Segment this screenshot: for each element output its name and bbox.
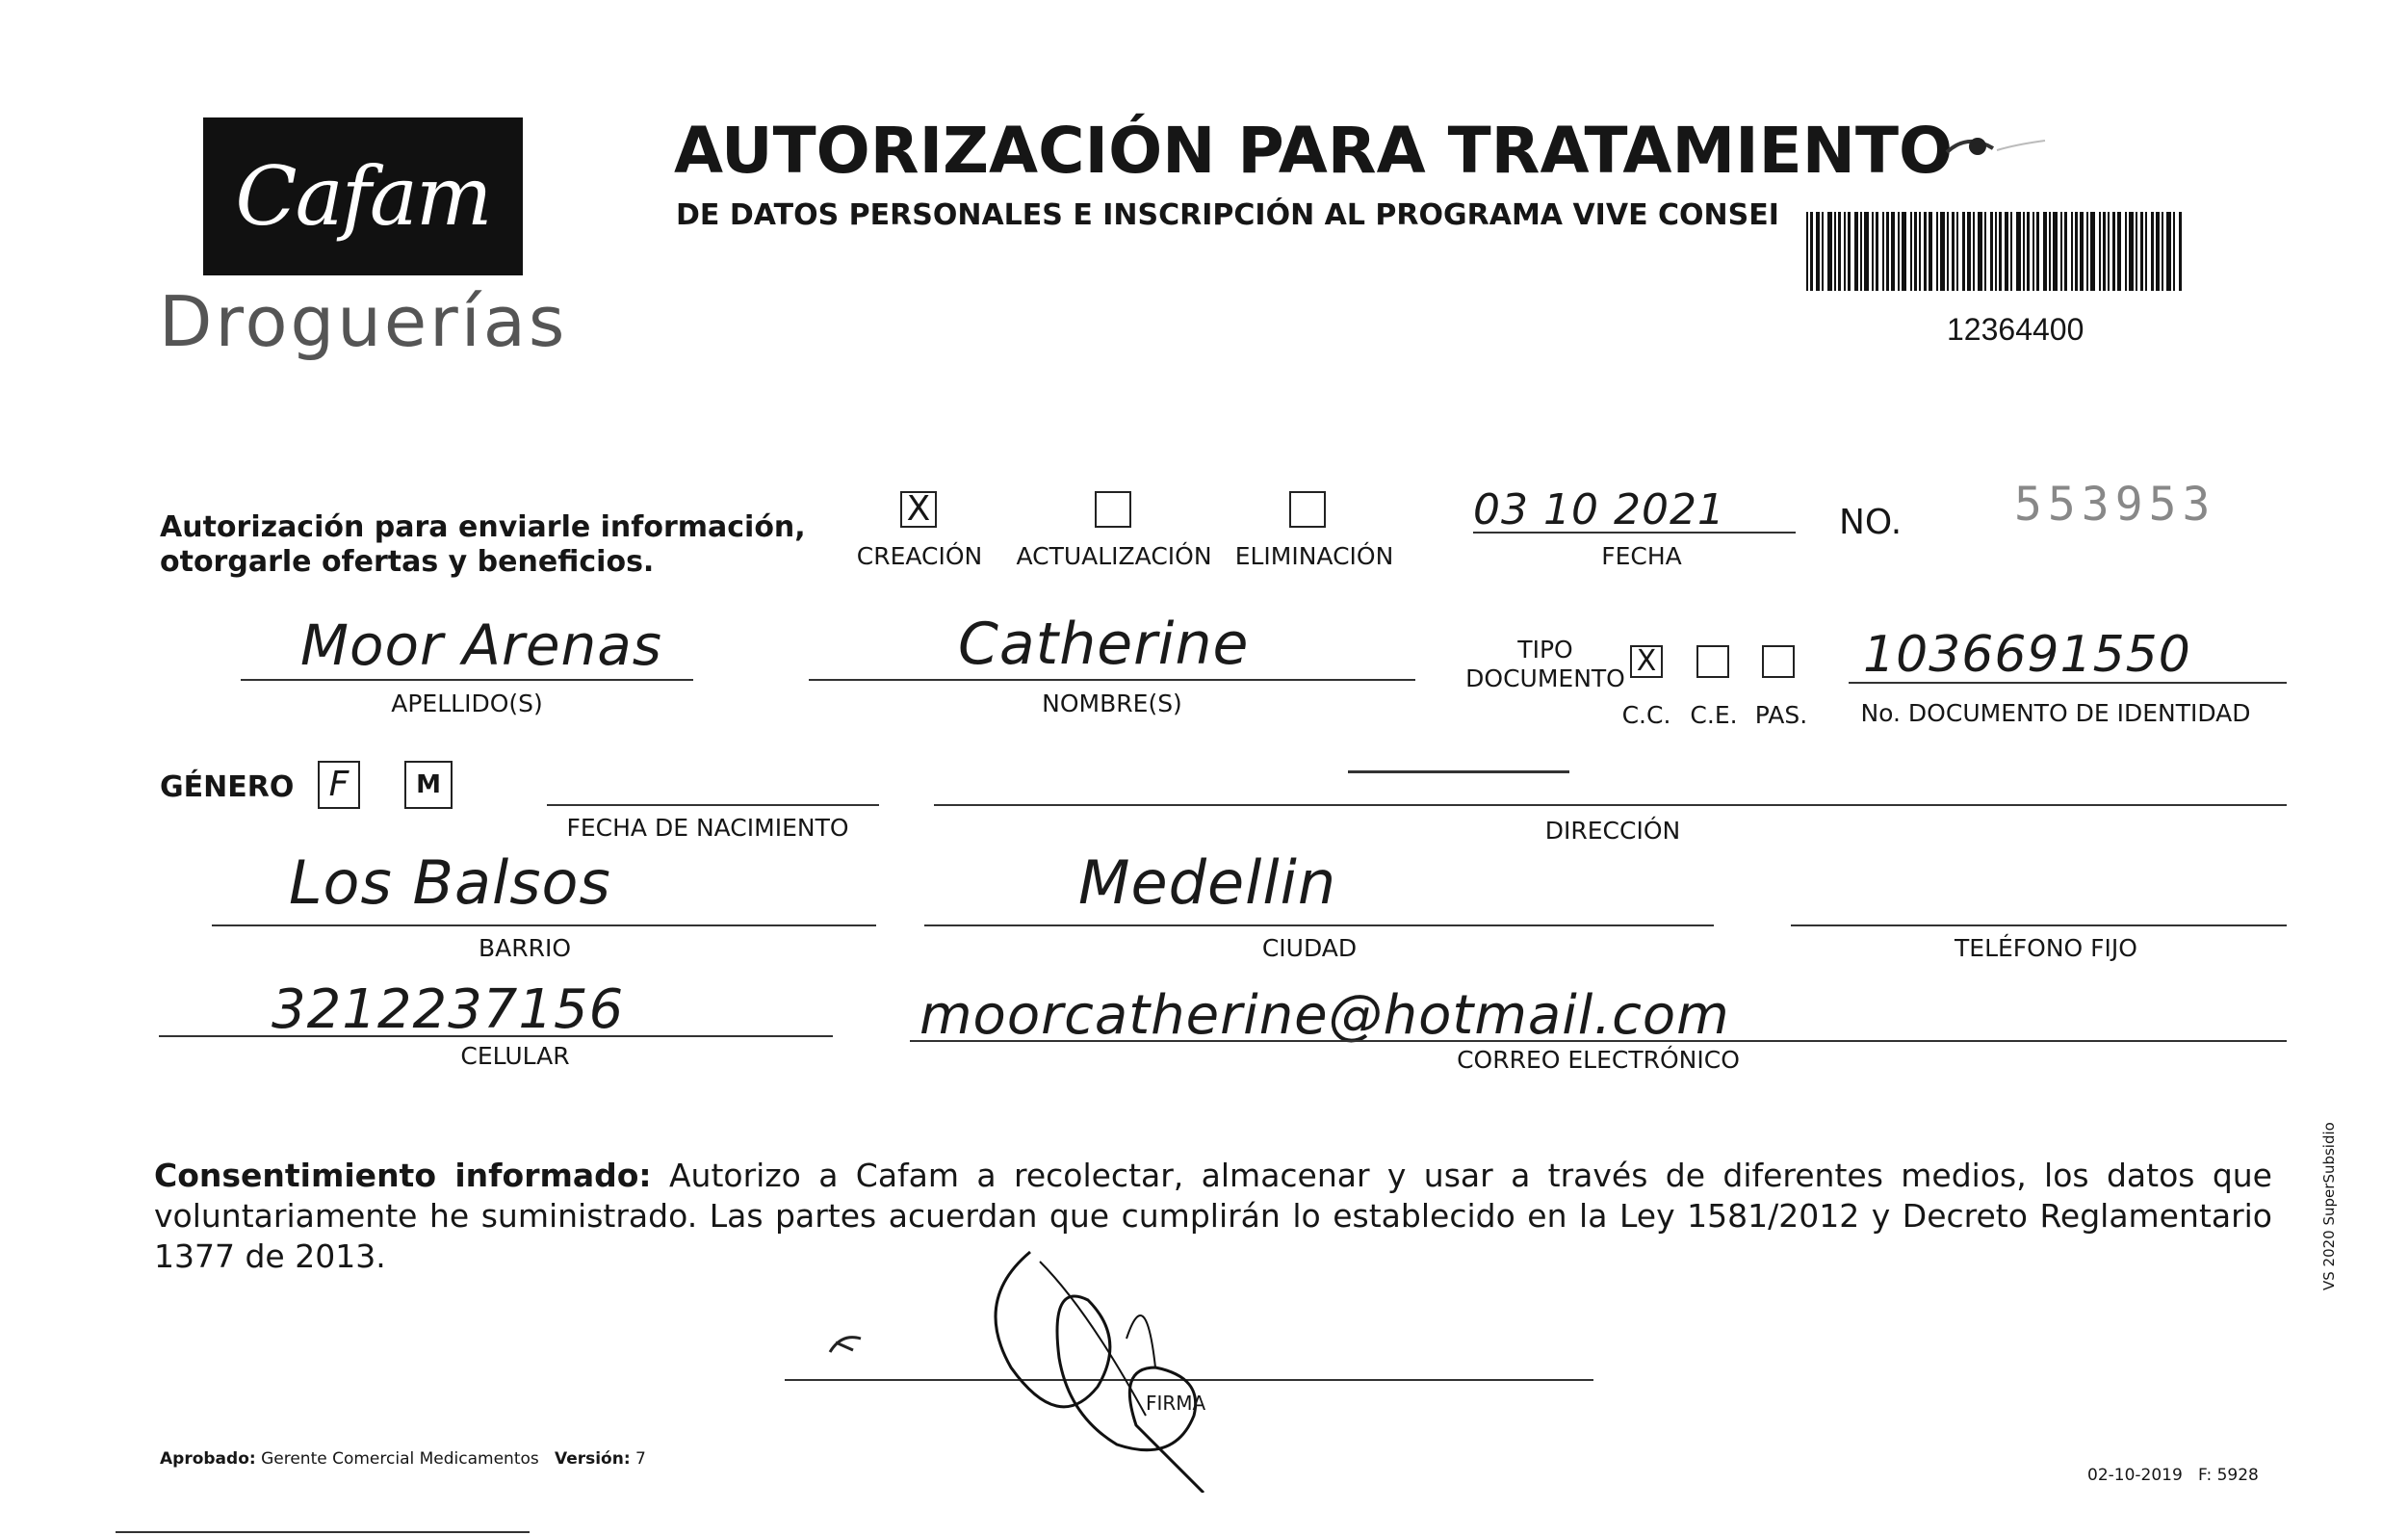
barcode-bar (1990, 212, 1993, 291)
barcode-bar (2016, 212, 2021, 291)
version-value: 7 (635, 1449, 646, 1469)
barcode-bar (2136, 212, 2137, 291)
barcode-bar (1854, 212, 1858, 291)
barcode-bar (2043, 212, 2047, 291)
barcode-bar (1936, 212, 1938, 291)
barcode-bar (1876, 212, 1878, 291)
direccion-stroke (1348, 770, 1569, 773)
barcode-bar (1838, 212, 1841, 291)
ciudad-label: CIUDAD (1261, 934, 1358, 962)
checkbox-pas[interactable] (1762, 645, 1795, 678)
signature-label: FIRMA (1146, 1392, 1206, 1415)
label-actualizacion: ACTUALIZACIÓN (1016, 542, 1212, 570)
barcode-bar (1864, 212, 1869, 291)
barcode-bar (1940, 212, 1945, 291)
date-value[interactable]: 03 10 2021 (1473, 485, 1725, 534)
label-eliminacion: ELIMINACIÓN (1234, 542, 1394, 570)
celular-label: CELULAR (460, 1042, 570, 1070)
celular-value[interactable]: 3212237156 (272, 978, 625, 1041)
barcode-bar (1882, 212, 1884, 291)
telefono-line (1791, 924, 2287, 926)
approved-info (160, 1449, 646, 1469)
barcode-bar (1810, 212, 1813, 291)
barcode-bar (2049, 212, 2051, 291)
barcode-bar (2023, 212, 2025, 291)
celular-line (159, 1035, 833, 1037)
barcode-bar (2117, 212, 2121, 291)
tipo-label-2: DOCUMENTO (1465, 664, 1625, 692)
nombres-value[interactable]: Catherine (958, 611, 1250, 678)
barcode-bar (2080, 212, 2084, 291)
barcode-bar (1816, 212, 1820, 291)
barrio-value[interactable]: Los Balsos (289, 847, 611, 918)
barcode-bar (1886, 212, 1889, 291)
barcode-number: 12364400 (1947, 312, 2084, 347)
checkbox-creacion[interactable]: X (900, 491, 937, 528)
fecha-nacimiento-line (547, 804, 879, 806)
barcode-bar (2071, 212, 2073, 291)
genero-label: GÉNERO (160, 770, 295, 804)
barcode-bar (2036, 212, 2039, 291)
barcode-bar (2129, 212, 2134, 291)
barcode-bar (2086, 212, 2088, 291)
cafam-logo (203, 117, 523, 275)
barcode-bar (2103, 212, 2106, 291)
barcode-bar (2099, 212, 2101, 291)
barcode-bar (2173, 212, 2175, 291)
documento-line (1849, 682, 2287, 684)
label-cc: C.C. (1621, 701, 1671, 729)
barcode-bar (1822, 212, 1824, 291)
barcode-bar (2156, 212, 2160, 291)
barcode-bar (2064, 212, 2067, 291)
checkbox-genero-f[interactable]: F (318, 761, 360, 809)
barcode-bar (1914, 212, 1917, 291)
form-subtitle: DE DATOS PERSONALES E INSCRIPCIÓN AL PROGRAMA VIVE CONSEI (676, 198, 1779, 232)
nombres-label: NOMBRE(S) (1042, 690, 1182, 717)
direccion-label: DIRECCIÓN (1544, 817, 1681, 845)
barcode-bar (1956, 212, 1958, 291)
tipo-label-1: TIPO (1517, 636, 1573, 664)
apellidos-line (241, 679, 693, 681)
barcode-bar (1952, 212, 1955, 291)
barcode-bar (1844, 212, 1846, 291)
correo-value[interactable]: moorcatherine@hotmail.com (919, 984, 1730, 1047)
barcode-bar (1967, 212, 1971, 291)
correo-label: CORREO ELECTRÓNICO (1457, 1046, 1740, 1074)
barcode-bar (2125, 212, 2127, 291)
barcode-bar (2010, 212, 2012, 291)
version-label: Versión: (554, 1449, 631, 1469)
apellidos-label: APELLIDO(S) (391, 690, 543, 717)
barcode-bar (1995, 212, 1997, 291)
barcode-bar (2151, 212, 2154, 291)
signature-icon (895, 1223, 1300, 1493)
logo-subtitle: Droguerías (159, 281, 568, 362)
barcode-bar (1848, 212, 1851, 291)
approved-value: Gerente Comercial Medicamentos (261, 1449, 539, 1469)
barcode-bar (1962, 212, 1965, 291)
footer-codes (2087, 1466, 2259, 1485)
form-code: F: 5928 (2198, 1466, 2259, 1485)
bottom-edge-line (116, 1531, 530, 1533)
eye-mark-icon (1939, 127, 2055, 166)
authorization-heading-1: Autorización para enviarle información, (160, 510, 806, 544)
no-label: NO. (1839, 503, 1903, 542)
barcode-bar (2033, 212, 2034, 291)
consent-heading: Consentimiento informado: (154, 1157, 652, 1194)
apellidos-value[interactable]: Moor Arenas (300, 612, 663, 678)
form-number: 553953 (2014, 478, 2216, 532)
pen-mark-icon (826, 1329, 865, 1358)
barcode-bar (2027, 212, 2030, 291)
barcode-bar (1910, 212, 1912, 291)
checkbox-eliminacion[interactable] (1289, 491, 1326, 528)
barcode-bar (1898, 212, 1900, 291)
barcode-bar (2166, 212, 2171, 291)
approved-label: Aprobado: (160, 1449, 256, 1469)
nombres-line (809, 679, 1415, 681)
barcode-icon (1806, 212, 2188, 291)
barcode-bar (2179, 212, 2182, 291)
checkbox-cc[interactable]: X (1630, 645, 1663, 678)
barcode-bar (1929, 212, 1932, 291)
direccion-line (934, 804, 2287, 806)
documento-label: No. DOCUMENTO DE IDENTIDAD (1860, 699, 2251, 727)
label-pas: PAS. (1754, 701, 1808, 729)
barcode-bar (2112, 212, 2115, 291)
consent-text: Autorizo a Cafam a recolectar, almacenar y usar a través de diferentes medios, los datos que voluntariamente he suministrado. Las partes acuerdan que cumplirán lo establecido en la Ley 1581/2012 y Decreto Reglamentario 1377 de 2013. (154, 1157, 2272, 1275)
authorization-heading-2: otorgarle ofertas y beneficios. (160, 545, 655, 579)
barcode-bar (2162, 212, 2163, 291)
date-code: 02-10-2019 (2087, 1466, 2183, 1485)
documento-value[interactable]: 1036691550 (1863, 626, 2191, 684)
correo-line (910, 1040, 2287, 1042)
barcode-bar (2075, 212, 2078, 291)
side-vertical-text: VS 2020 SuperSubsidio (2320, 1122, 2338, 1290)
barcode-bar (2140, 212, 2143, 291)
barcode-bar (1984, 212, 1986, 291)
date-line (1473, 532, 1796, 534)
barcode-bar (2090, 212, 2095, 291)
barcode-bar (1860, 212, 1862, 291)
barcode-bar (1947, 212, 1949, 291)
barcode-bar (1902, 212, 1906, 291)
barcode-bar (1827, 212, 1832, 291)
date-label: FECHA (1601, 542, 1682, 570)
barcode-bar (2060, 212, 2062, 291)
barcode-bar (1891, 212, 1895, 291)
barcode-bar (1924, 212, 1927, 291)
fecha-nacimiento-label: FECHA DE NACIMIENTO (566, 814, 849, 842)
barcode-bar (1973, 212, 1975, 291)
barcode-bar (1919, 212, 1921, 291)
barcode-bar (2053, 212, 2058, 291)
ciudad-line (924, 924, 1714, 926)
checkbox-ce[interactable] (1696, 645, 1729, 678)
label-creacion: CREACIÓN (856, 542, 983, 570)
barrio-line (212, 924, 876, 926)
checkbox-actualizacion[interactable] (1095, 491, 1131, 528)
checkbox-genero-m[interactable]: M (404, 761, 453, 809)
telefono-label: TELÉFONO FIJO (1955, 934, 2137, 962)
form-title: AUTORIZACIÓN PARA TRATAMIENTO (674, 114, 1954, 188)
barcode-bar (1834, 212, 1836, 291)
logo-text: Cafam (235, 149, 491, 244)
barcode-bar (2108, 212, 2110, 291)
label-ce: C.E. (1690, 701, 1738, 729)
barcode-bar (2005, 212, 2008, 291)
barcode-bar (1999, 212, 2002, 291)
barcode-bar (1872, 212, 1874, 291)
barcode-bar (2145, 212, 2147, 291)
barcode-bar (1978, 212, 1982, 291)
ciudad-value[interactable]: Medellin (1078, 847, 1337, 918)
barcode-bar (1806, 212, 1808, 291)
barrio-label: BARRIO (478, 934, 572, 962)
